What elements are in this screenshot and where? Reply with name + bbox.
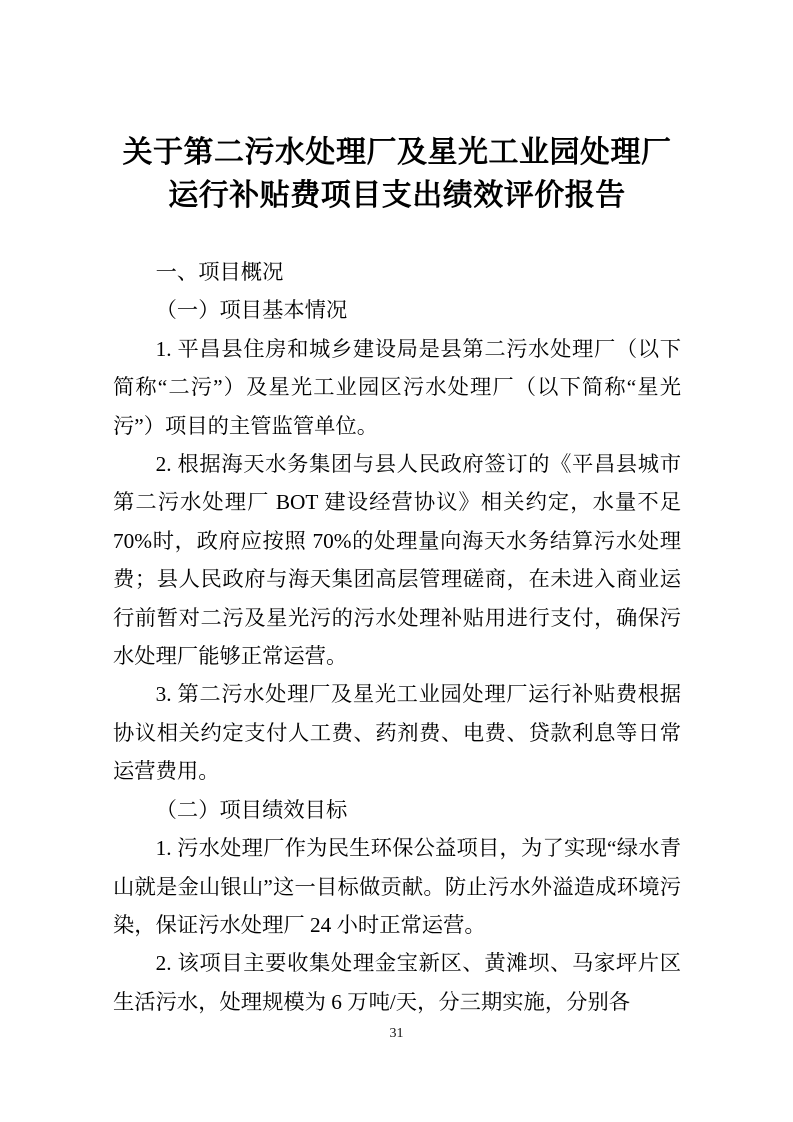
document-title-line-1: 关于第二污水处理厂及星光工业园处理厂 (122, 136, 672, 169)
paragraph-2: 2. 根据海天水务集团与县人民政府签订的《平昌县城市第二污水处理厂 BOT 建设经营协议》相关约定，水量不足 70%时，政府应按照 70%的处理量向海天水务结算污水处理费；县人民政府与海天集团高层管理磋商，在未进入商业运行前暂对二污及星光污的污水处理补贴用进行支付，确保污水处理厂能够正常运营。 (113, 452, 681, 669)
paragraph-4: 1. 污水处理厂作为民生环保公益项目，为了实现“绿水青山就是金山银山”这一目标做贡献。防止污水外溢造成环境污染，保证污水处理厂 24 小时正常运营。 (113, 836, 681, 937)
paragraph-5: 2. 该项目主要收集处理金宝新区、黄滩坝、马家坪片区生活污水，处理规模为 6 万吨/天，分三期实施，分别各 (113, 951, 681, 1014)
paragraph-1: 1. 平昌县住房和城乡建设局是县第二污水处理厂（以下简称“二污”）及星光工业园区污水处理厂（以下简称“星光污”）项目的主管监管单位。 (113, 336, 681, 438)
section-heading-basic-situation: （一）项目基本情况 (155, 298, 348, 323)
section-heading-project-overview: 一、项目概况 (155, 260, 284, 284)
section-heading-performance-goals: （二）项目绩效目标 (155, 797, 348, 822)
paragraph-3: 3. 第二污水处理厂及星光工业园处理厂运行补贴费根据协议相关约定支付人工费、药剂费、电费、贷款利息等日常运营费用。 (113, 682, 681, 784)
document-body (113, 253, 681, 1021)
document-title (113, 131, 681, 217)
document-content (113, 131, 681, 1021)
document-title-line-2: 运行补贴费项目支出绩效评价报告 (168, 179, 626, 212)
page-number: 31 (389, 1026, 404, 1041)
